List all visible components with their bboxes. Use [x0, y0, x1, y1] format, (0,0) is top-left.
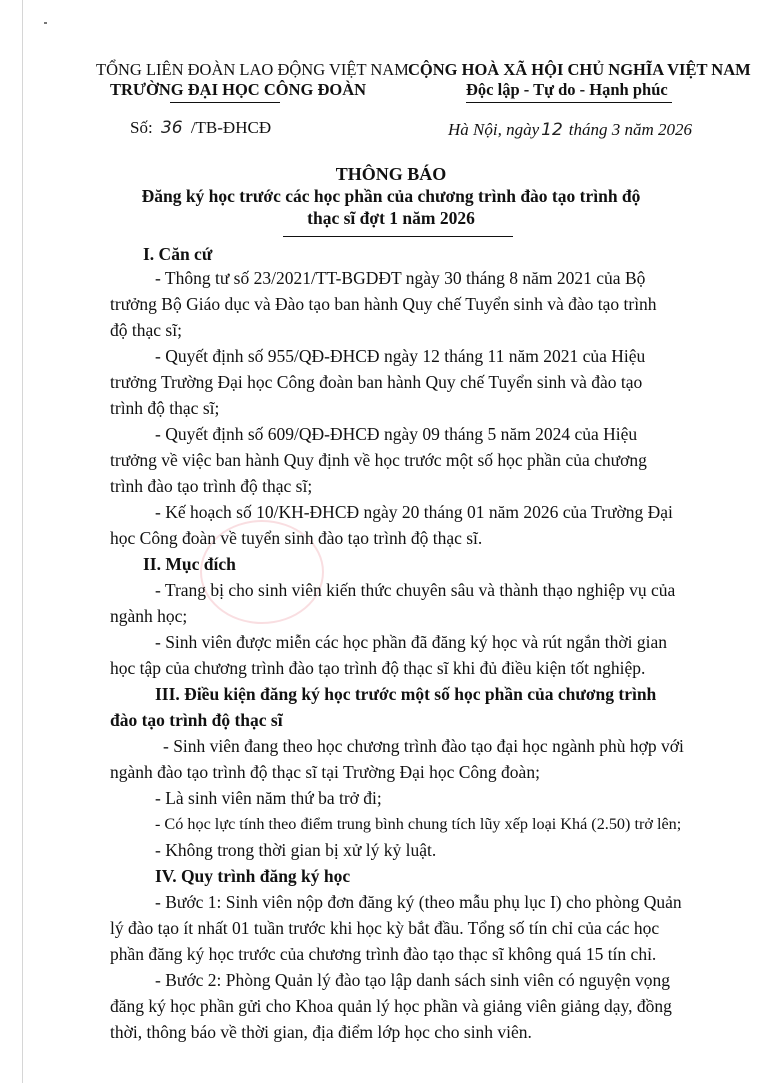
body-line: trưởng về việc ban hành Quy định về học trước một số học phần của chương [110, 450, 647, 470]
date-rest: tháng 3 năm 2026 [568, 120, 693, 139]
body-line: - Thông tư số 23/2021/TT-BGDĐT ngày 30 tháng 8 năm 2021 của Bộ [155, 268, 646, 288]
org-parent: TỔNG LIÊN ĐOÀN LAO ĐỘNG VIỆT NAM [96, 60, 409, 79]
section-heading-1: I. Căn cứ [143, 244, 213, 264]
body-line: đăng ký học phần gửi cho Khoa quản lý học phần và giảng viên giảng dạy, đồng [110, 996, 672, 1016]
body-line: - Quyết định số 955/QĐ-ĐHCĐ ngày 12 tháng 11 năm 2021 của Hiệu [155, 346, 646, 366]
body-line: ngành học; [110, 606, 188, 626]
doc-number [130, 118, 271, 138]
body-line: - Sinh viên đang theo học chương trình đào tạo đại học ngành phù hợp với [163, 736, 684, 756]
body-line: học Công đoàn về tuyển sinh đào tạo trình độ thạc sĩ. [110, 528, 483, 548]
body-line: độ thạc sĩ; [110, 320, 182, 340]
body-line: - Bước 1: Sinh viên nộp đơn đăng ký (theo mẫu phụ lục I) cho phòng Quản [155, 892, 682, 912]
date-day: 12 [541, 120, 563, 140]
motto-underline [466, 102, 672, 103]
body-line: trình độ thạc sĩ; [110, 398, 220, 418]
section-heading-2: II. Mục đích [143, 554, 236, 574]
doc-number-suffix: /TB-ĐHCĐ [190, 118, 272, 137]
body-line: trình đào tạo trình độ thạc sĩ; [110, 476, 313, 496]
body-line: - Sinh viên được miễn các học phần đã đăng ký học và rút ngắn thời gian [155, 632, 668, 652]
date-prefix: Hà Nội, ngày [448, 120, 540, 139]
body-line: ngành đào tạo trình độ thạc sĩ tại Trường Đại học Công đoàn; [110, 762, 540, 782]
title-underline [283, 236, 513, 237]
body-line: - Là sinh viên năm thứ ba trở đi; [155, 788, 382, 808]
page-edge [22, 0, 23, 1083]
body-line: - Kế hoạch số 10/KH-ĐHCĐ ngày 20 tháng 01 năm 2026 của Trường Đại [155, 502, 673, 522]
body-line: - Có học lực tính theo điểm trung bình chung tích lũy xếp loại Khá (2.50) trở lên; [155, 815, 682, 833]
body-line: - Quyết định số 609/QĐ-ĐHCĐ ngày 09 tháng 5 năm 2024 của Hiệu [155, 424, 638, 444]
doc-number-prefix: Số: [130, 118, 153, 137]
notice-subtitle-1: Đăng ký học trước các học phần của chương trình đào tạo trình độ [141, 186, 641, 206]
body-line: lý đào tạo ít nhất 01 tuần trước khi học kỳ bắt đầu. Tổng số tín chỉ của các học [110, 918, 660, 938]
body-line: học tập của chương trình đào tạo trình độ thạc sĩ khi đủ điều kiện tốt nghiệp. [110, 658, 646, 678]
org-name: TRƯỜNG ĐẠI HỌC CÔNG ĐOÀN [110, 80, 367, 99]
body-line: trưởng Trường Đại học Công đoàn ban hành Quy chế Tuyển sinh và đào tạo [110, 372, 643, 392]
body-line: trưởng Bộ Giáo dục và Đào tạo ban hành Quy chế Tuyển sinh và đào tạo trình [110, 294, 657, 314]
body-line: - Bước 2: Phòng Quản lý đào tạo lập danh sách sinh viên có nguyện vọng [155, 970, 670, 990]
notice-subtitle-2: thạc sĩ đợt 1 năm 2026 [307, 208, 475, 228]
scan-speck [44, 22, 47, 24]
body-line: - Trang bị cho sinh viên kiến thức chuyên sâu và thành thạo nghiệp vụ của [155, 580, 676, 600]
org-underline [170, 102, 280, 103]
motto: Độc lập - Tự do - Hạnh phúc [466, 80, 668, 99]
body-line: - Không trong thời gian bị xử lý kỷ luật. [155, 840, 437, 860]
country-name: CỘNG HOÀ XÃ HỘI CHỦ NGHĨA VIỆT NAM [408, 60, 751, 79]
body-line: thời, thông báo về thời gian, địa điểm lớp học cho sinh viên. [110, 1022, 532, 1042]
doc-date [448, 120, 692, 140]
body-line: phần đăng ký học trước của chương trình đào tạo thạc sĩ không quá 15 tín chỉ. [110, 944, 657, 964]
doc-number-value: 36 [160, 118, 183, 138]
section-heading-4: IV. Quy trình đăng ký học [155, 866, 351, 886]
section-heading-3: III. Điều kiện đăng ký học trước một số học phần của chương trình [155, 684, 657, 704]
notice-heading: THÔNG BÁO [335, 164, 447, 184]
section-heading-3-cont: đào tạo trình độ thạc sĩ [110, 710, 283, 730]
